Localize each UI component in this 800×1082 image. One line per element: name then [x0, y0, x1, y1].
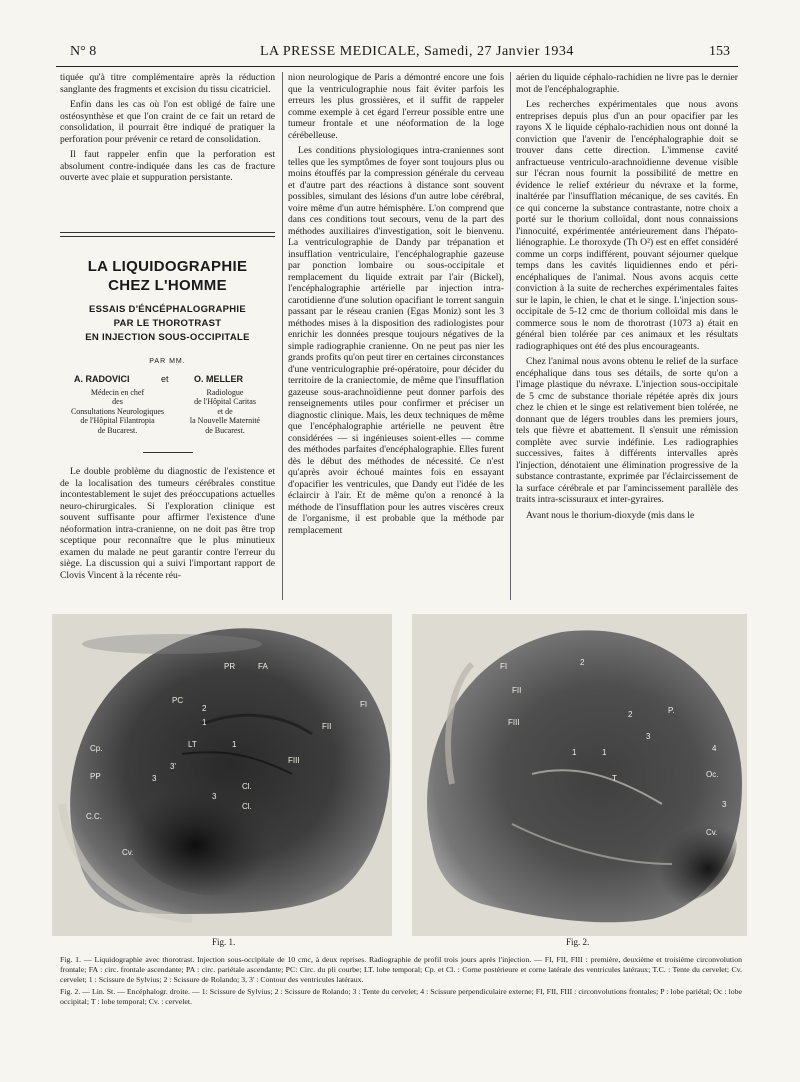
author-conjunction: et [161, 374, 169, 384]
article-intro [60, 466, 275, 585]
marker-oc: Oc. [706, 770, 719, 779]
marker-3-a: 3 [152, 774, 157, 783]
paragraph: Le double problème du diagnostic de l'existence et de la localisation des tumeurs cérébrales constitue incontestablement le sujet des préoccupations actuelles neuro-chirurgicales. Si l'exploration clinique est souvent suffisante pour affirmer l'existence d'une néoformation intra-cranienne, on ne doit pas être trop sceptique pour reconnaître que le plus minutieux examen du malade ne peut garantir contre l'erreur du siège. La discussion qui a suivi l'important rapport de Clovis Vincent à la récente réu- [60, 466, 275, 581]
marker-1-a: 1 [232, 740, 237, 749]
paragraph: tiquée qu'à titre complémentaire après la réduction sanglante des fragments et excision du tissu cicatriciel. [60, 72, 275, 95]
article-subtitle-line-1: ESSAIS D'ÉNCÉPHALOGRAPHIE [88, 304, 247, 315]
article-subtitle-line-3: EN INJECTION SOUS-OCCIPITALE [85, 332, 250, 343]
figure-1-radiograph [52, 614, 392, 936]
author-1-affiliation: Médecin en chef des Consultations Neurologiques de l'Hôpital Filantropia de Bucarest. [70, 388, 165, 435]
section-divider [60, 232, 275, 237]
byline-par: PAR MM. [149, 358, 186, 365]
marker-1-b: 1 [602, 748, 607, 757]
marker-3-a: 3 [646, 732, 651, 741]
paragraph: Il faut rappeler enfin que la perforation est absolument contre-indiquée dans les cas de fracture ouverte avec plaie et suppuration persistante. [60, 149, 275, 183]
short-rule [143, 452, 193, 453]
page-number: 153 [709, 44, 730, 59]
marker-1-a: 1 [572, 748, 577, 757]
author-2: O. MELLER [194, 374, 243, 384]
marker-cv: Cv. [706, 828, 718, 837]
marker-fiii: FIII [288, 756, 300, 765]
figure-1-label: Fig. 1. [212, 937, 236, 947]
paragraph: aérien du liquide céphalo-rachidien ne livre pas le dernier mot de l'encéphalographie. [516, 72, 738, 95]
paragraph: Enfin dans les cas où l'on est obligé de faire une ostéosynthèse et que l'on craint de ce fait un retard de consolidation, il pourrait être indiqué de pratiquer la perforation pour prévenir ce retard de consolidation. [60, 99, 275, 145]
marker-cl-lower: Cl. [242, 802, 252, 811]
marker-3prime: 3' [170, 762, 176, 771]
header-rule [56, 66, 738, 67]
marker-fii: FII [322, 722, 332, 731]
marker-3-b: 3 [212, 792, 217, 801]
marker-t: T [612, 774, 617, 783]
marker-3-b: 3 [722, 800, 727, 809]
marker-2: 2 [202, 704, 207, 713]
marker-1-b: 1 [202, 718, 207, 727]
marker-cv: Cv. [122, 848, 134, 857]
column-1 [60, 72, 275, 188]
column-rule [282, 72, 283, 600]
paragraph: Avant nous le thorium-dioxyde (mis dans le [526, 509, 695, 521]
marker-cl-upper: Cl. [242, 782, 252, 791]
paragraph: Chez l'animal nous avons obtenu le relief de la surface encéphalique dans tous ses détails, de sorte qu'on a l'image plastique du névraxe. L'injection sous-occipitale de 5 cmc de substance thoriale répétée après dix jours chez le chien et le singe est relativement bien tolérée, ne donnant que de légers troubles dans les premiers jours, tels que fièvre et abattement. Il s'ensuit une rémission complète avec survie indéfinie. Les radiographies successives, faites à différents intervalles après l'injection, dénotaient une élimination progressive de la substance contrastante, exprimée par l'éclaircissement de la surface cérébrale et par l'amincissement parallèle des traits intra-scissuraux et inter-gyraires. [516, 356, 738, 505]
running-header [70, 44, 730, 64]
column-2 [288, 72, 504, 540]
article-title-line-2: CHEZ L'HOMME [108, 277, 227, 294]
marker-fa: FA [258, 662, 268, 671]
marker-fi: FI [360, 700, 368, 709]
marker-4: 4 [712, 744, 717, 753]
marker-pc: PC [172, 696, 184, 705]
author-2-affiliation: Radiologue de l'Hôpital Caritas et de la Nouvelle Maternité de Bucarest. [189, 388, 261, 435]
marker-fi: FI [500, 662, 508, 671]
column-3 [516, 72, 738, 525]
marker-pr: PR [224, 662, 236, 671]
marker-pp: PP [90, 772, 101, 781]
marker-cp: Cp. [90, 744, 103, 753]
paragraph: nion neurologique de Paris a démontré encore une fois que la ventriculographie nous fait éviter parfois les erreurs les plus grossières, et il suffit de rappeler comme exemple à cet égard l'erreur possible entre une tumeur frontale et une néoformation de la loge cérébelleuse. [288, 72, 504, 141]
article-subtitle-line-2: PAR LE THOROTRAST [113, 318, 222, 329]
journal-title: LA PRESSE MEDICALE, Samedi, 27 Janvier 1934 [260, 44, 574, 59]
figure-2-caption: Fig. 2. — Lin. St. — Encéphalogr. droite. — 1: Scissure de Sylvius; 2 : Scissure de Rolando; 3 : Tente du cervelet; 4 : Scissure perpendiculaire externe; FI, FII, FIII : circonvolutions frontales; P : lobe pariétal; Oc : lobe occipital; T : lobe temporal; Cv. : cervelet. [60, 987, 742, 1007]
marker-fiii: FIII [508, 718, 520, 727]
figure-2-radiograph [412, 614, 747, 936]
author-1: A. RADOVICI [74, 374, 130, 384]
marker-2-b: 2 [628, 710, 633, 719]
paragraph: Les conditions physiologiques intra-craniennes sont telles que les symptômes de foyer sont toujours plus ou moins étouffés par la compression générale du cerveau et d'autre part des réactions à distance sont souvent possibles, simulant des lésions d'un autre lobe cérébral, voire même d'un autre hémisphère. L'on comprend que dans ces conditions tout secours, venu de la part des méthodes auxiliaires d'investigation, soit le bienvenu. La ventriculographie de Dandy par trépanation et insufflation ventriculaire, l'encéphalographie gazeuse par ponction lombaire ou sous-occipitale et remplacement du liquide extrait par l'air (Bickel), l'encéphalographie artérielle par injection intra-carotidienne d'une solution opacifiant le torrent sanguin passant par le réseau cranien (Egas Moniz) sont les 3 méthodes mises à la disposition des radiologistes pour enrichir les données presque toujours négatives de la simple radiographie cranienne. On ne peut pas nier les grands profits qu'on peut tirer en certaines circonstances d'une ventriculographie pré-opératoire, pour décider du territoire de la craniectomie, de même que l'insufflation gazeuse sous-arachnoïdienne peut donner parfois des renseignements utiles pour confirmer et préciser un diagnostic clinique. Mais, les deux techniques de même que l'encéphalographie artérielle ne peuvent être considérées — si ingénieuses soient-elles — comme des méthodes parfaites d'encéphalographie. Elles furent dès le début des méthodes de nécessité. Ce n'est qu'après avoir échoué maintes fois en essayant d'opacifier les ventricules, que Dandy eut l'idée de les éclaircir à l'air. Et de même qu'on a renoncé à la méthode de l'insufflation pour les autres viscères creux de l'organisme, il est probable que la méthode par remplacement [288, 145, 504, 536]
figure-1-caption: Fig. 1. — Liquidographie avec thorotrast. Injection sous-occipitale de 10 cmc, à deux reprises. Radiographie de profil trois jours après l'injection. — FI, FII, FIII : première, deuxième et troisième circonvolution frontale; FA : circ. frontale ascendante; PA : circ. pariétale ascendante; PC: Circ. du pli courbe; LT. lobe temporal; Cp. et Cl. : Corne postérieure et corne latérale des ventricules latéraux; T.C. : Tente du cervelet; Cv. cervelet; 1 : Scissure de Sylvius; 2 : Scissure de Rolando; 3, 3' : Contour des ventricules latéraux. [60, 955, 742, 984]
column-rule [510, 72, 511, 600]
figure-2-label: Fig. 2. [566, 937, 590, 947]
article-title-line-1: LA LIQUIDOGRAPHIE [87, 258, 248, 275]
marker-p: P. [668, 706, 675, 715]
figures [52, 614, 752, 936]
figure-captions [60, 955, 742, 1010]
paragraph: Les recherches expérimentales que nous avons entreprises depuis plus d'un an pour opacifier par les rayons X le liquide céphalo-rachidien nous ont donné la conviction que l'avenir de l'encéphalographie doit se trouver dans cette direction. L'immense cavité anfractueuse ventriculo-arachnoïdienne devenue visible sur l'écran nous fournit la possibilité de mettre en évidence le relief extérieur du névraxe et la forme, inaltérée par l'insufflation mécanique, de ses cavités. En ce qui concerne la substance contrastante, notre choix a porté sur le thorium colloïdal, dont nous connaissions l'innocuité, expérimentée antérieurement dans l'hépato-liénographie. Le thoroxyde (Th O²) est en effet considéré comme un corps indifférent, pouvant séjourner quelque temps dans les cavités liquidiennes endo et péri-encéphaliques de l'animal. Nous avons acquis cette conviction à la suite de recherches expérimentales faites sur le lapin, le chien, le chat et le singe. L'injection sous-occipitale de 5-12 cmc de thorium colloïdal mis dans le commerce sous le nom de thorotrast (1073 a) était en général bien tolérée par ces animaux et les résultats radiographiques ont été des plus encourageants. [516, 99, 738, 352]
marker-fii: FII [512, 686, 522, 695]
marker-2-a: 2 [580, 658, 585, 667]
marker-lt: LT [188, 740, 197, 749]
marker-cc: C.C. [86, 812, 102, 821]
issue-number: N° 8 [70, 44, 97, 59]
